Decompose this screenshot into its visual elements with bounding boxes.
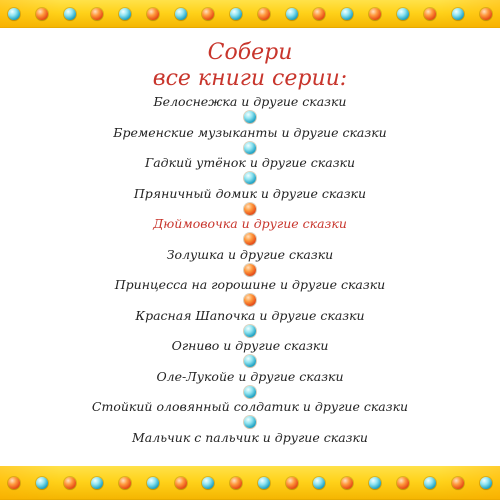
red-gem-icon: [258, 8, 270, 20]
book-title: Гадкий утёнок и другие сказки: [144, 155, 356, 170]
separator-gem-icon: [244, 172, 256, 184]
red-gem-icon: [313, 8, 325, 20]
separator-gem-icon: [244, 203, 256, 215]
separator-gem-icon: [244, 294, 256, 306]
red-gem-icon: [8, 477, 20, 489]
book-title: Золушка и другие сказки: [166, 246, 334, 262]
book-title: Мальчик с пальчик и другие сказки: [132, 429, 368, 445]
book-title: Белоснежка и другие сказки: [153, 94, 347, 109]
bottom-decorative-band: [0, 466, 500, 500]
blue-gem-icon: [36, 477, 48, 489]
blue-gem-icon: [8, 8, 20, 20]
red-gem-icon: [64, 477, 76, 489]
separator-gem-icon: [244, 142, 256, 154]
red-gem-icon: [147, 8, 159, 20]
book-title: Оле-Лукойе и другие сказки: [156, 368, 344, 384]
red-gem-icon: [424, 8, 436, 20]
red-gem-icon: [175, 477, 187, 489]
blue-gem-icon: [202, 477, 214, 489]
blue-gem-icon: [369, 477, 381, 489]
blue-gem-icon: [230, 8, 242, 20]
book-title: Бременские музыканты и другие сказки: [113, 124, 387, 140]
separator-gem-icon: [244, 386, 256, 398]
separator-gem-icon: [244, 416, 256, 428]
top-decorative-band: [0, 0, 500, 28]
book-title: Пряничный домик и другие сказки: [133, 185, 367, 201]
red-gem-icon: [397, 477, 409, 489]
blue-gem-icon: [258, 477, 270, 489]
blue-gem-icon: [397, 8, 409, 20]
red-gem-icon: [341, 477, 353, 489]
red-gem-icon: [91, 8, 103, 20]
red-gem-icon: [119, 477, 131, 489]
blue-gem-icon: [91, 477, 103, 489]
blue-gem-icon: [313, 477, 325, 489]
red-gem-icon: [230, 477, 242, 489]
top-gem-row: [8, 8, 492, 20]
book-title: Принцесса на горошине и другие сказки: [114, 277, 386, 292]
red-gem-icon: [286, 477, 298, 489]
blue-gem-icon: [452, 8, 464, 20]
blue-gem-icon: [147, 477, 159, 489]
title-line-2: все книги серии:: [152, 66, 348, 91]
red-gem-icon: [369, 8, 381, 20]
blue-gem-icon: [64, 8, 76, 20]
book-title: Дюймовочка и другие сказки: [153, 216, 347, 231]
blue-gem-icon: [286, 8, 298, 20]
bottom-gem-row: [8, 477, 492, 489]
book-title: Огниво и другие сказки: [171, 338, 329, 353]
separator-gem-icon: [244, 264, 256, 276]
blue-gem-icon: [341, 8, 353, 20]
separator-gem-icon: [244, 233, 256, 245]
book-title: Стойкий оловянный солдатик и другие сказки: [91, 399, 409, 414]
blue-gem-icon: [119, 8, 131, 20]
separator-gem-icon: [244, 111, 256, 123]
blue-gem-icon: [175, 8, 187, 20]
book-title: Красная Шапочка и другие сказки: [135, 307, 365, 323]
blue-gem-icon: [480, 477, 492, 489]
page-title: [0, 40, 500, 92]
separator-gem-icon: [244, 325, 256, 337]
red-gem-icon: [480, 8, 492, 20]
blue-gem-icon: [424, 477, 436, 489]
red-gem-icon: [36, 8, 48, 20]
title-line-1: Собери: [207, 40, 293, 65]
separator-gem-icon: [244, 355, 256, 367]
red-gem-icon: [452, 477, 464, 489]
red-gem-icon: [202, 8, 214, 20]
